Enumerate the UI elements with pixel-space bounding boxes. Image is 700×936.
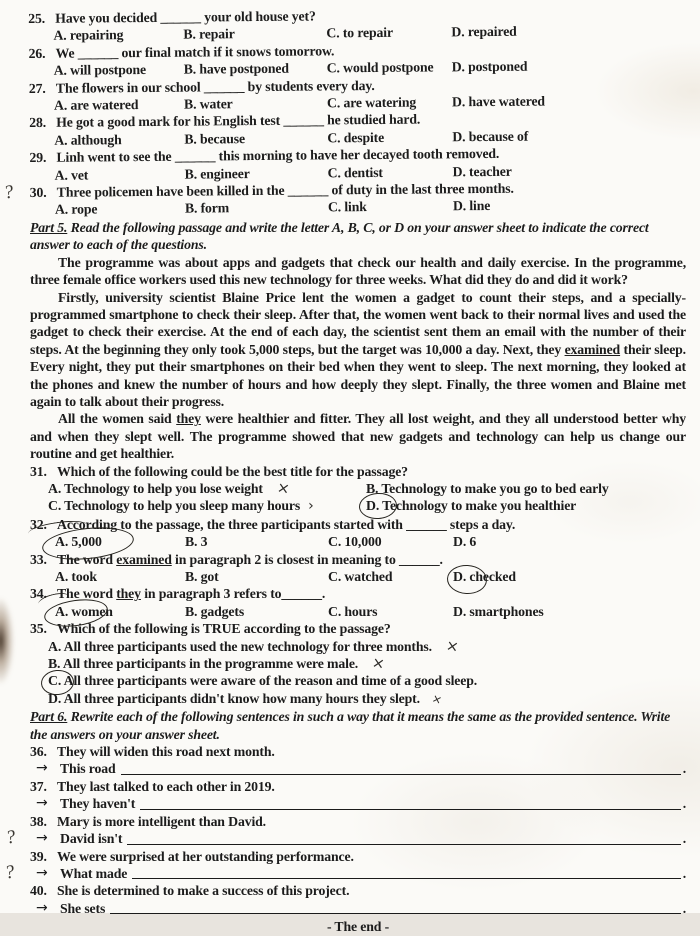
- option-text: C. Technology to help you sleep many hours: [48, 498, 301, 514]
- question-36: [30, 743, 686, 760]
- option-34c: C. hours: [328, 603, 378, 619]
- paragraph-text: were healthier and fitter. They all lost weight, and they all understood better why and when they slept well. The programme showed that new gadgets and technology can help us change our routine and get healthier.: [30, 411, 686, 462]
- paragraph-text: The programme was about apps and gadgets that check our health and daily exercise. In the programme, three female office workers used this new technology for three weeks. What did they do and did it work?: [30, 254, 686, 288]
- question-number: 36.: [30, 744, 47, 760]
- question-number: 29.: [29, 150, 47, 166]
- paragraph-text: their sleep. Every night, they put their smartphones on their bed when they went to sleep. The next morning, they looked at the phones and knew the number of hours and how deeply they slept. Finally, the three women and Blaine met again to talk about their progress.: [30, 341, 686, 409]
- pen-question-mark: ?: [2, 181, 16, 204]
- options-31-row2: [48, 497, 686, 515]
- answer-blank-line: [110, 901, 681, 914]
- question-number: 31.: [30, 463, 47, 479]
- option-27c: C. are watering: [326, 94, 417, 111]
- passage-paragraph-3: [30, 410, 686, 462]
- option-34a: [55, 603, 185, 620]
- question-stem: Three policemen have been killed in the ______ of duty in the last three months.: [56, 180, 514, 200]
- emphasized-word: examined: [564, 341, 621, 357]
- period: .: [682, 865, 686, 881]
- question-stem: According to the passage, the three participants started with ______ steps a day.: [57, 516, 516, 532]
- passage-paragraph-1: [30, 254, 686, 289]
- rewrite-start: David isn't: [60, 831, 123, 847]
- stem-text: in paragraph 3 refers to______.: [140, 586, 326, 602]
- pen-x-mark: ×: [370, 653, 387, 673]
- question-stem: Have you decided ______ your old house yet?: [55, 8, 316, 26]
- option-32b: B. 3: [185, 534, 208, 550]
- pen-tick-mark: ›: [308, 498, 314, 515]
- option-30a: A. rope: [54, 201, 98, 218]
- question-number: 28.: [29, 115, 47, 131]
- rewrite-start: She sets: [60, 900, 106, 916]
- paragraph-text: All the women said: [58, 411, 177, 427]
- option-29b: B. engineer: [184, 165, 250, 182]
- pen-circled-answer: D. Technology to make you healthier: [366, 498, 577, 514]
- option-text: A. Technology to help you lose weight: [48, 480, 263, 496]
- scan-shadow-artifact: [0, 597, 14, 685]
- options-33: [55, 568, 686, 585]
- answer-blank-line: [127, 832, 680, 845]
- emphasized-word: examined: [116, 551, 172, 567]
- prompt-sentence: Mary is more intelligent than David.: [57, 813, 266, 829]
- answer-blank-line: [121, 762, 681, 775]
- rewrite-start: They haven't: [60, 796, 136, 812]
- question-number: 34.: [30, 586, 47, 602]
- question-34: [30, 585, 686, 602]
- question-35: [30, 620, 686, 637]
- end-of-test-label: - The end -: [326, 919, 390, 935]
- period: .: [682, 796, 686, 812]
- emphasized-word: they: [176, 411, 201, 427]
- rewrite-start: This road: [60, 761, 116, 777]
- stem-text: Which of the following is: [57, 621, 203, 637]
- pen-x-mark: ×: [444, 635, 460, 656]
- arrow-icon: →: [36, 760, 48, 777]
- prompt-sentence: She is determined to make a success of this project.: [57, 883, 350, 899]
- emphasized-word: TRUE: [202, 621, 241, 637]
- question-number: 25.: [28, 10, 46, 27]
- period: .: [682, 761, 686, 777]
- question-39: [30, 848, 686, 865]
- rewrite-line-36: [30, 760, 686, 777]
- option-25d: D. repaired: [451, 24, 517, 40]
- option-26c: C. would postpone: [326, 59, 434, 76]
- answer-blank-line: [132, 866, 680, 879]
- option-25b: B. repair: [183, 26, 235, 43]
- stem-text: The word: [57, 586, 117, 602]
- option-29a: A. vet: [54, 167, 89, 183]
- question-number: 40.: [30, 883, 47, 899]
- question-number: 39.: [30, 848, 47, 864]
- option-33a: A. took: [55, 569, 97, 584]
- stem-text: The word: [57, 551, 117, 567]
- option-32a: [55, 533, 185, 550]
- question-number: 35.: [30, 621, 47, 637]
- options-34: [55, 603, 686, 620]
- stem-text: in paragraph 2 is closest in meaning to ______.: [171, 551, 443, 567]
- option-34d: D. smartphones: [453, 603, 544, 619]
- question-stem: We ______ our final match if it snows tomorrow.: [55, 43, 335, 61]
- rewrite-line-37: [30, 795, 686, 812]
- part-6: [30, 708, 686, 935]
- question-number: 33.: [30, 551, 47, 567]
- option-30b: B. form: [184, 200, 230, 217]
- part-5-instructions: Read the following passage and write the letter A, B, C, or D on your answer sheet to indicate the correct answer to each of the questions.: [30, 219, 649, 253]
- question-stem: [57, 585, 686, 602]
- option-26a: A. will postpone: [53, 62, 147, 79]
- question-stem: [57, 620, 686, 637]
- option-33b: B. got: [185, 569, 219, 584]
- option-31d: [366, 497, 686, 515]
- part-5-label: Part 5.: [30, 219, 68, 235]
- part-5: [30, 219, 686, 708]
- pen-circled-answer: A. women: [55, 603, 113, 619]
- option-32d: D. 6: [453, 534, 477, 550]
- option-text: B. All three participants in the programme were male.: [48, 656, 359, 672]
- rewrite-line-39: [30, 865, 686, 882]
- option-31c: [48, 497, 366, 515]
- option-29c: C. dentist: [327, 164, 383, 181]
- rewrite-line-40: [30, 900, 686, 917]
- pen-question-mark: ?: [3, 861, 17, 884]
- question-stem: He got a good mark for his English test ______ he studied hard.: [56, 112, 421, 131]
- option-30d: D. line: [452, 198, 491, 214]
- arrow-icon: →: [36, 795, 48, 812]
- emphasized-word: they: [116, 586, 141, 602]
- pen-circled-answer: C. All three participants were aware of the reason and time of a good sleep.: [48, 673, 478, 689]
- part-6-heading: [30, 708, 686, 743]
- option-35c: [48, 672, 686, 689]
- options-32: [55, 533, 686, 550]
- multiple-choice-25-30: [28, 4, 686, 219]
- paragraph-text: Firstly, university scientist Blaine Price lent the women a gadget to count their steps, and a specially-programmed smartphone to check their sleep. After that, the women went back to their normal lives and used the gadget to check their exercise. At the end of each day, the scientist sent them an email with the number of their steps. At the beginning they only took 5,000 steps, but the target was 10,000 a day. Next, they: [30, 289, 686, 357]
- option-26d: D. postponed: [451, 58, 528, 75]
- option-34b: B. gadgets: [185, 603, 245, 619]
- question-33: [30, 551, 686, 568]
- question-number: 27.: [28, 80, 46, 96]
- prompt-sentence: They last talked to each other in 2019.: [57, 778, 275, 794]
- option-28c: C. despite: [327, 129, 385, 146]
- option-29d: D. teacher: [452, 163, 512, 179]
- option-25a: A. repairing: [53, 27, 124, 44]
- question-stem: [57, 551, 686, 568]
- question-stem: Linh went to see the ______ this morning to have her decayed tooth removed.: [56, 146, 500, 166]
- option-text: D. All three participants didn't know how many hours they slept.: [48, 690, 420, 706]
- period: .: [682, 900, 686, 916]
- pen-circled-answer: A. 5,000: [55, 534, 102, 550]
- question-38: [30, 813, 686, 830]
- option-28a: A. although: [54, 132, 122, 148]
- arrow-icon: →: [36, 899, 48, 916]
- option-32c: C. 10,000: [328, 534, 382, 550]
- option-28b: B. because: [184, 130, 245, 147]
- period: .: [682, 831, 686, 847]
- options-31-row1: [48, 480, 686, 497]
- option-26b: B. have postponed: [183, 60, 289, 77]
- options-35: [48, 635, 686, 709]
- option-30c: C. link: [327, 199, 367, 215]
- option-27d: D. have watered: [451, 93, 545, 110]
- option-27b: B. water: [183, 96, 233, 112]
- question-number: 38.: [30, 813, 47, 829]
- question-stem: Which of the following could be the best title for the passage?: [57, 463, 408, 479]
- option-35b: [48, 655, 686, 672]
- arrow-icon: →: [36, 830, 48, 847]
- option-31b: B. Technology to make you go to bed early: [366, 480, 609, 496]
- rewrite-line-38: [30, 830, 686, 847]
- answer-blank-line: [140, 797, 680, 810]
- part-5-heading: [30, 219, 686, 254]
- rewrite-start: What made: [60, 865, 128, 881]
- option-33d: [453, 568, 686, 585]
- option-25c: C. to repair: [326, 25, 393, 41]
- question-number: 26.: [28, 45, 46, 61]
- question-37: [30, 778, 686, 795]
- pen-question-mark: ?: [4, 826, 18, 849]
- passage-paragraph-2: [30, 289, 686, 411]
- question-number: 37.: [30, 778, 47, 794]
- option-31a: [48, 480, 366, 497]
- question-32: [30, 516, 686, 533]
- option-35d: [48, 690, 686, 708]
- part-6-label: Part 6.: [30, 709, 68, 725]
- pen-x-mark: ×: [430, 690, 444, 708]
- option-text: A. All three participants used the new technology for three months.: [48, 638, 432, 654]
- prompt-sentence: We were surprised at her outstanding performance.: [57, 848, 354, 864]
- question-stem: The flowers in our school ______ by students every day.: [55, 77, 375, 96]
- option-35a: [48, 635, 686, 656]
- stem-text: according to the passage?: [240, 621, 391, 637]
- question-31: [30, 463, 686, 480]
- part-6-instructions: Rewrite each of the following sentences in such a way that it means the same as the provided sentence. Write the answers on your answer sheet.: [30, 709, 671, 742]
- option-27a: A. are watered: [53, 97, 139, 113]
- option-28d: D. because of: [452, 128, 529, 145]
- question-40: [30, 882, 686, 899]
- pen-circled-answer: D. checked: [453, 569, 516, 584]
- question-number: 30.: [29, 184, 47, 201]
- prompt-sentence: They will widen this road next month.: [57, 744, 275, 760]
- pen-x-mark: ×: [275, 478, 291, 498]
- option-33c: C. watched: [328, 569, 393, 584]
- question-number: 32.: [30, 516, 47, 532]
- arrow-icon: →: [36, 864, 48, 881]
